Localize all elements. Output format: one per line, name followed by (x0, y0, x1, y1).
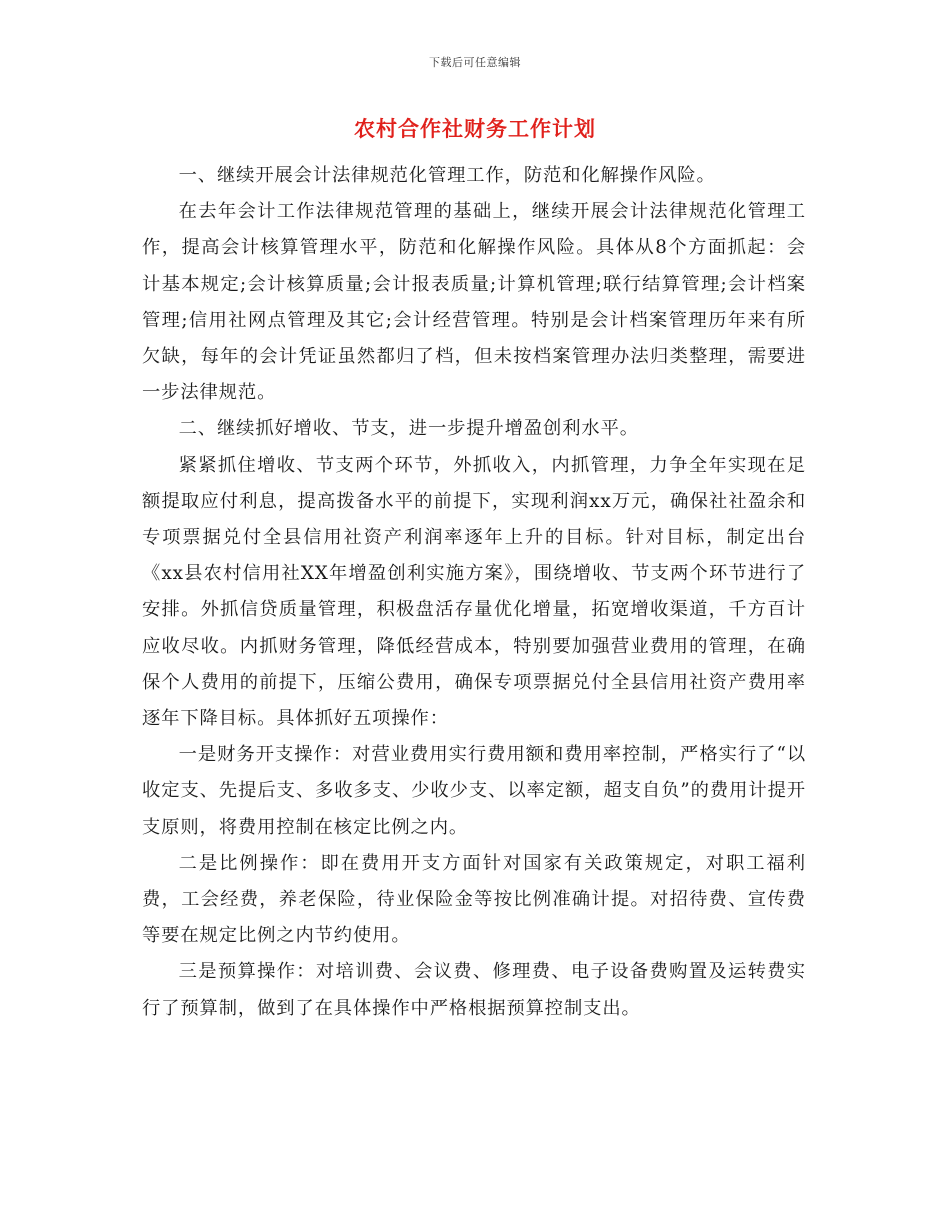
paragraph-operation-3: 三是预算操作：对培训费、会议费、修理费、电子设备费购置及运转费实行了预算制，做到了在具体操作中严格根据预算控制支出。 (142, 961, 806, 1019)
paragraph-income-expense: 紧紧抓住增收、节支两个环节，外抓收入，内抓管理，力争全年实现在足额提取应付利息，提高拨备水平的前提下，实现利润xx万元，确保社社盈余和专项票据兑付全县信用社资产利润率逐年上升的目标。针对目标，制定出台《xx县农村信用社XX年增盈创利实施方案》，围绕增收、节支两个环节进行了安排。外抓信贷质量管理，积极盘活存量优化增量，拓宽增收渠道，千方百计应收尽收。内抓财务管理，降低经营成本，特别要加强营业费用的管理，在确保个人费用的前提下，压缩公费用，确保专项票据兑付全县信用社资产费用率逐年下降目标。具体抓好五项操作： (142, 454, 806, 730)
paragraph-operation-2: 二是比例操作：即在费用开支方面针对国家有关政策规定，对职工福利费，工会经费，养老保险，待业保险金等按比例准确计提。对招待费、宣传费等要在规定比例之内节约使用。 (142, 852, 806, 947)
heading-section-2: 二、继续抓好增收、节支，进一步提升增盈创利水平。 (178, 418, 639, 440)
paragraph-operation-1: 一是财务开支操作：对营业费用实行费用额和费用率控制，严格实行了“以收定支、先提后支、多收多支、少收少支、以率定额，超支自负”的费用计提开支原则，将费用控制在核定比例之内。 (142, 744, 806, 838)
document-title: 农村合作社财务工作计划 (354, 116, 596, 141)
heading-section-1: 一、继续开展会计法律规范化管理工作，防范和化解操作风险。 (178, 165, 716, 186)
paragraph-accounting-management: 在去年会计工作法律规范管理的基础上，继续开展会计法律规范化管理工作，提高会计核算管理水平，防范和化解操作风险。具体从8个方面抓起：会计基本规定;会计核算质量;会计报表质量;计算机管理;联行结算管理;会计档案管理;信用社网点管理及其它;会计经营管理。特别是会计档案管理历年来有所欠缺，每年的会计凭证虽然都归了档，但未按档案管理办法归类整理，需要进一步法律规范。 (142, 201, 806, 404)
header-note: 下载后可任意编辑 (429, 56, 521, 69)
document-body (142, 158, 806, 1027)
